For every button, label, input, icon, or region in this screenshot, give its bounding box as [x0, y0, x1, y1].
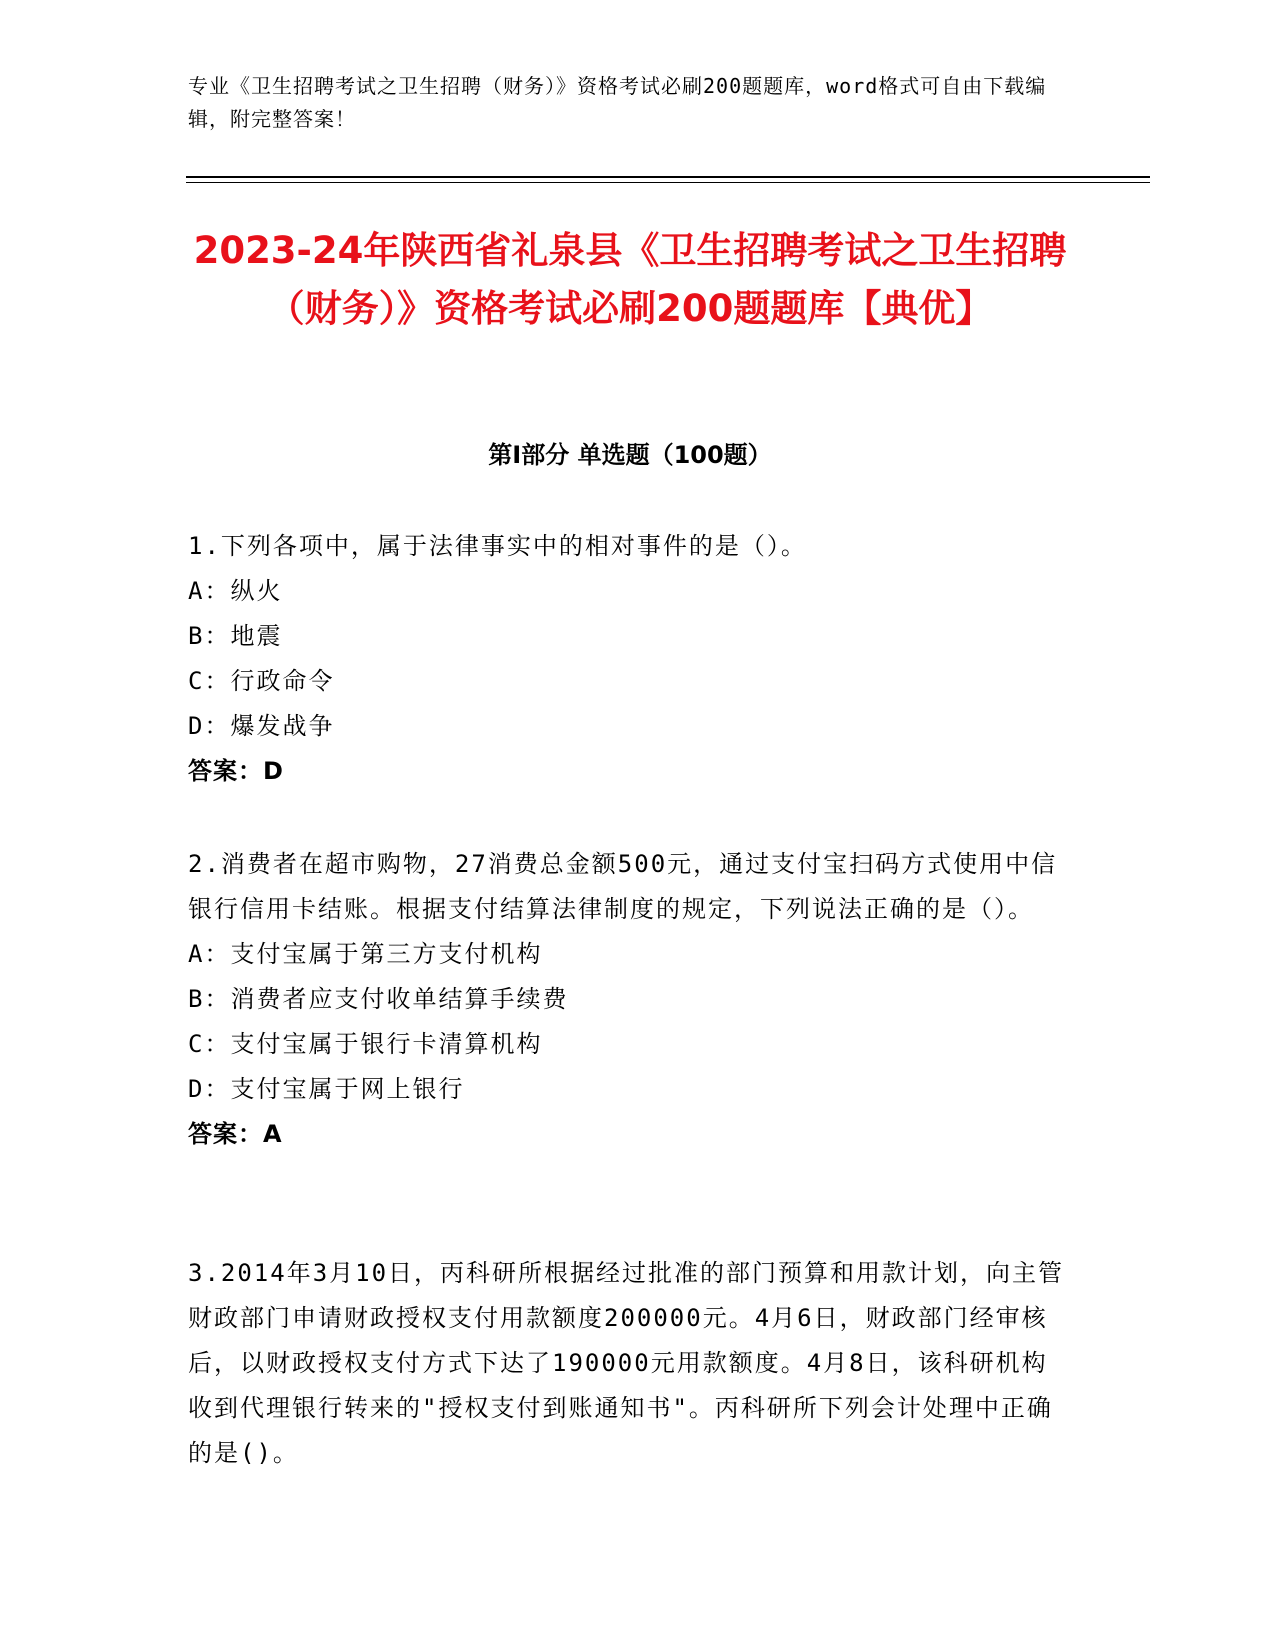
question-1 — [188, 524, 1068, 794]
question-3 — [188, 1251, 1068, 1476]
answer: 答案：D — [188, 757, 284, 785]
option-a: A：支付宝属于第三方支付机构 — [188, 940, 543, 968]
section-title: 第Ⅰ部分 单选题（100题） — [488, 441, 772, 469]
question-stem: 2.消费者在超市购物，27消费总金额500元，通过支付宝扫码方式使用中信银行信用卡结账。根据支付结算法律制度的规定，下列说法正确的是（）。 — [188, 850, 1058, 923]
question-2 — [188, 842, 1068, 1157]
option-c: C：支付宝属于银行卡清算机构 — [188, 1030, 543, 1058]
option-d: D：爆发战争 — [188, 712, 335, 740]
option-b: B：地震 — [188, 622, 283, 650]
header-note: 专业《卫生招聘考试之卫生招聘（财务）》资格考试必刷200题题库，word格式可自由下载编辑，附完整答案！ — [188, 74, 1047, 131]
option-c: C：行政命令 — [188, 667, 335, 695]
option-a: A：纵火 — [188, 577, 283, 605]
question-stem: 1.下列各项中，属于法律事实中的相对事件的是（）。 — [188, 532, 807, 560]
option-b: B：消费者应支付收单结算手续费 — [188, 985, 569, 1013]
option-d: D：支付宝属于网上银行 — [188, 1075, 465, 1103]
header-divider-thin — [186, 182, 1150, 183]
question-stem: 3.2014年3月10日，丙科研所根据经过批准的部门预算和用款计划，向主管财政部门申请财政授权支付用款额度200000元。4月6日，财政部门经审核后，以财政授权支付方式下达了190000元用款额度。4月8日，该科研机构收到代理银行转来的"授权支付到账通知书"。丙科研所下列会计处理中正确的是()。 — [188, 1259, 1065, 1467]
answer: 答案：A — [188, 1120, 283, 1148]
header-divider-thick — [186, 176, 1150, 178]
document-title: 2023-24年陕西省礼泉县《卫生招聘考试之卫生招聘（财务）》资格考试必刷200题题库【典优】 — [193, 229, 1067, 330]
